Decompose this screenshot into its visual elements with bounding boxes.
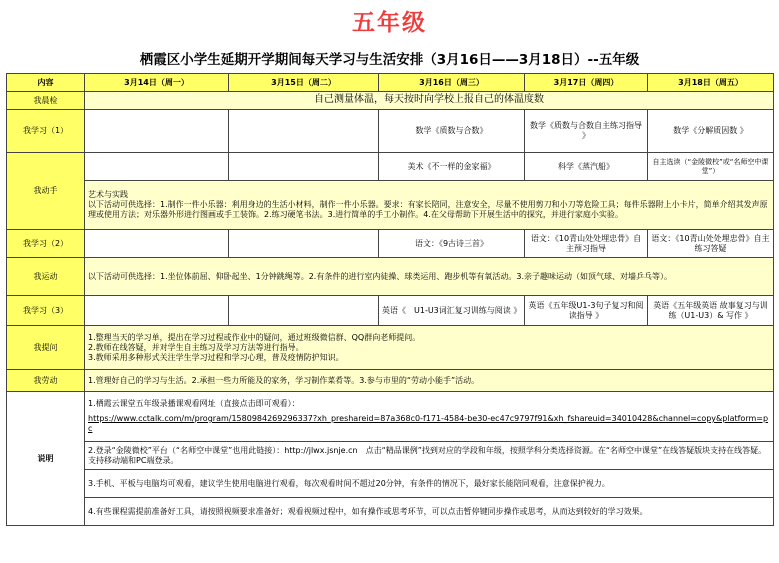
row-study-3 xyxy=(7,296,774,326)
header-day-5: 3月18日（周五） xyxy=(648,74,774,92)
study3-day-1 xyxy=(85,296,229,326)
art-practice-title: 艺术与实践 xyxy=(88,190,128,199)
study3-day-5: 英语《五年级英语 故事复习与训练（U1-U3）& 写作 》 xyxy=(648,296,774,326)
label-hands-on: 我动手 xyxy=(7,153,85,230)
row-hands-on-subjects xyxy=(7,153,774,181)
header-day-4: 3月17日（周四） xyxy=(525,74,648,92)
label-labor: 我劳动 xyxy=(7,370,85,392)
study2-day-4: 语文：《10青山处处埋忠骨》自主预习指导 xyxy=(525,230,648,258)
row-note-2 xyxy=(7,442,774,470)
note-3-text: 3.手机、平板与电脑均可观看，建议学生使用电脑进行观看，每次观看时间不超过20分钟，有条件的情况下，最好家长能陪同观看，注意保护视力。 xyxy=(85,470,774,498)
study1-day-5: 数学《分解质因数 》 xyxy=(648,110,774,153)
study1-day-3: 数学《质数与合数》 xyxy=(379,110,525,153)
self-check-text: 自己测量体温，每天按时向学校上报自己的体温度数 xyxy=(85,92,774,110)
study1-day-1 xyxy=(85,110,229,153)
study1-day-4: 数学《质数与合数自主练习指导 》 xyxy=(525,110,648,153)
header-row xyxy=(7,74,774,92)
labor-text: 1.管理好自己的学习与生活。2.承担一些力所能及的家务，学习制作菜肴等。3.参与市里的“劳动小能手”活动。 xyxy=(85,370,774,392)
study1-day-2 xyxy=(229,110,379,153)
art-practice-cell xyxy=(85,181,774,230)
header-content: 内容 xyxy=(7,74,85,92)
hands-on-day-4: 科学《蒸汽船》 xyxy=(525,153,648,181)
cctalk-link[interactable]: https://www.cctalk.com/m/program/1580984269296337?xh_preshareid=87a368c0-f171-4584-be30-ec47c9797f91&xh_fshareuid=34010428&channel=copy&platform=pc xyxy=(88,414,769,433)
row-ask xyxy=(7,326,774,370)
row-note-4 xyxy=(7,498,774,526)
ask-line-3: 3.教师采用多种形式关注学生学习过程和学习心理，普及疫情防护知识。 xyxy=(88,352,344,362)
note-4-text: 4.有些课程需提前准备好工具，请按照视频要求准备好；观看视频过程中，如有操作或思考环节，可以点击暂停键同步操作或思考，从而达到较好的学习效果。 xyxy=(85,498,774,526)
ask-line-1: 1.整理当天的学习单，提出在学习过程或作业中的疑问，通过班级微信群、QQ群向老师提问。 xyxy=(88,332,421,342)
label-study-3: 我学习（3） xyxy=(7,296,85,326)
study3-day-2 xyxy=(229,296,379,326)
label-study-1: 我学习（1） xyxy=(7,110,85,153)
label-notes: 说明 xyxy=(7,392,85,526)
ask-line-2: 2.教师在线答疑，并对学生自主练习及学习方法等进行指导。 xyxy=(88,342,304,352)
note-2-text[interactable]: 2.登录“金陵微校”平台（“名师空中课堂”也用此链接）：http://jlwx.jsnje.cn 点击“精品课例”找到对应的学段和年级，按照学科分类选择资源。在“名师空中课堂”在线答疑版块支持在线答疑。支持移动端和PC端登录。 xyxy=(85,442,774,470)
label-self-check: 我晨检 xyxy=(7,92,85,110)
note-1-cell xyxy=(85,392,774,442)
art-practice-text: 以下活动可供选择：1.制作一件小乐器：利用身边的生活小材料，制作一件小乐器。要求：有家长陪同，注意安全，尽量不使用剪刀和小刀等危险工具；每件乐器附上小卡片，简单介绍其发声原理或使用方法；对乐器外形进行图画或手工装饰。2.练习硬笔书法。3.进行简单的手工小制作。4.在父母帮助下开展生活中的探究，并进行家庭小实验。 xyxy=(88,200,768,219)
row-note-3 xyxy=(7,470,774,498)
row-hands-on-art xyxy=(7,181,774,230)
header-day-2: 3月15日（周二） xyxy=(229,74,379,92)
schedule-table xyxy=(6,73,774,526)
label-exercise: 我运动 xyxy=(7,258,85,296)
row-exercise xyxy=(7,258,774,296)
exercise-text: 以下活动可供选择：1.坐位体前屈、仰卧起坐、1分钟跳绳等。2.有条件的进行室内徒操、球类运用、跑步机等有氧活动。3.亲子趣味运动（如顶气球、对墙乒乓等）。 xyxy=(85,258,774,296)
study2-day-2 xyxy=(229,230,379,258)
study3-day-4: 英语《五年级U1-3句子复习和阅读指导 》 xyxy=(525,296,648,326)
study3-day-3: 英语《 U1-U3词汇复习训练与阅读 》 xyxy=(379,296,525,326)
hands-on-day-2 xyxy=(229,153,379,181)
hands-on-day-3: 美术《不一样的金家福》 xyxy=(379,153,525,181)
header-day-1: 3月14日（周一） xyxy=(85,74,229,92)
study2-day-5: 语文：《10青山处处埋忠骨》自主练习答疑 xyxy=(648,230,774,258)
study2-day-3: 语文：《9古诗三首》 xyxy=(379,230,525,258)
label-study-2: 我学习（2） xyxy=(7,230,85,258)
document-title: 栖霞区小学生延期开学期间每天学习与生活安排（3月16日——3月18日）--五年级 xyxy=(139,52,640,68)
note-1-text: 1.栖霞云课堂五年级录播课观看网址（直接点击即可观看）： xyxy=(88,399,300,408)
row-study-1 xyxy=(7,110,774,153)
header-day-3: 3月16日（周三） xyxy=(379,74,525,92)
label-ask: 我提问 xyxy=(7,326,85,370)
row-study-2 xyxy=(7,230,774,258)
page-title: 五年级 xyxy=(352,10,427,36)
row-note-1 xyxy=(7,392,774,442)
row-labor xyxy=(7,370,774,392)
hands-on-day-1 xyxy=(85,153,229,181)
study2-day-1 xyxy=(85,230,229,258)
row-self-check xyxy=(7,92,774,110)
ask-cell xyxy=(85,326,774,370)
hands-on-day-5: 自主选读（“金陵微校”或“名师空中课堂”） xyxy=(648,153,774,181)
